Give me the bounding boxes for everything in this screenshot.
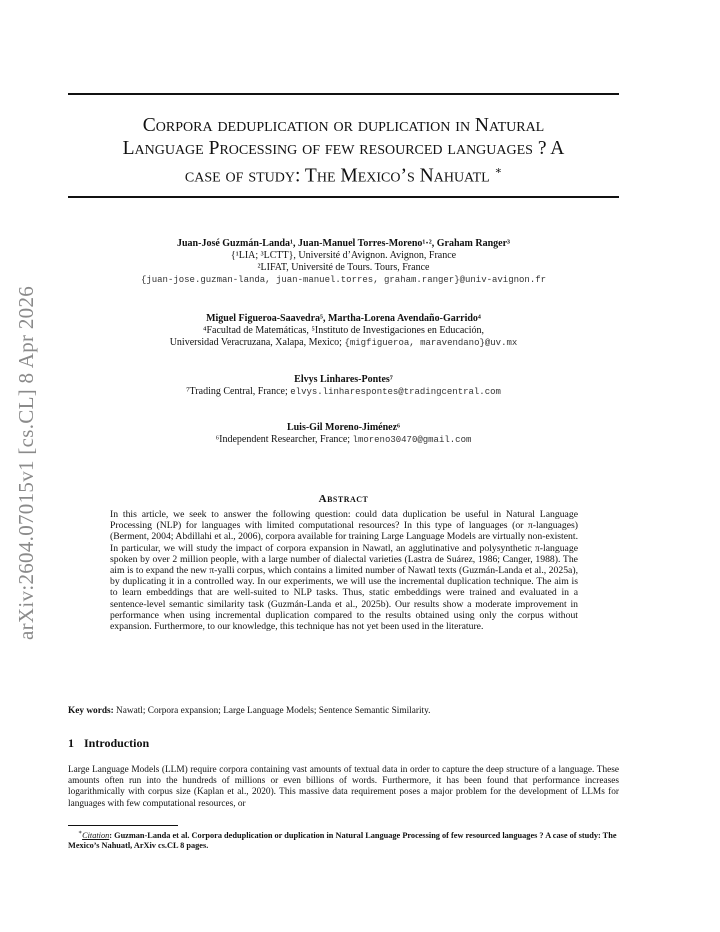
author-affiliation-3: ⁷Trading Central, France; elvys.linharespontes@tradingcentral.com <box>186 386 501 397</box>
paper-title <box>68 114 619 188</box>
author-block-1 <box>68 238 619 286</box>
title-line-2: Language Processing of few resourced languages ? A <box>122 138 565 159</box>
author-affiliation-1a: {¹LIA; ³LCTT}, Université d’Avignon. Avignon, France <box>230 250 457 261</box>
keywords <box>68 706 619 717</box>
author-names-2: Miguel Figueroa-Saavedra⁵, Martha-Lorena Avendaño-Garrido⁴ <box>206 313 481 324</box>
title-footnote-mark: ∗ <box>494 165 503 177</box>
author-email-2[interactable]: {migfigueroa, maravendano}@uv.mx <box>344 338 518 348</box>
title-line-1: Corpora deduplication or duplication in Natural <box>142 115 545 136</box>
author-email-3[interactable]: elvys.linharespontes@tradingcentral.com <box>290 387 501 397</box>
arxiv-sidebar <box>0 0 38 640</box>
footnote-rule <box>68 825 178 826</box>
footnote-text: : Guzman-Landa et al. Corpora deduplication or duplication in Natural Language Processing of few resourced languages ? A case of study: The Mexico’s Nahuatl, ArXiv cs.CL 8 pages. <box>68 830 617 850</box>
author-names-4: Luis-Gil Moreno-Jiménez⁶ <box>286 422 401 433</box>
author-affiliation-1b: ²LIFAT, Université de Tours. Tours, France <box>257 262 430 273</box>
author-names-3: Elvys Linhares-Pontes⁷ <box>294 374 393 385</box>
title-top-rule <box>68 93 619 95</box>
section-heading <box>68 736 149 751</box>
author-email-4[interactable]: lmoreno30470@gmail.com <box>352 435 472 445</box>
abstract-text: In this article, we seek to answer the following question: could data duplication be useful in Natural Language Processing (NLP) for languages with limited computational resources? In this type of languages (or π-languages) (Berment, 2004; Abdillahi et al., 2006), corpora available for training Large Language Models are virtually non-existent. In particular, we will study the impact of corpora expansion in Nawatl, an agglutinative and polysynthetic π-language spoken by over 2 million people, with a large number of dialectal varieties (Lastra de Suárez, 1986; Canger, 1988). The aim is to expand the new π-yalli corpus, which contains a limited number of Nawatl texts (Guzmán-Landa et al., 2025a), by duplicating it in a controlled way. In our experiments, we will use the incremental duplication technique. The aim is to learn embeddings that are well-suited to NLP tasks. Thus, static embeddings were trained and evaluated in a sentence-level semantic similarity task (Guzmán-Landa et al., 2025b). Our results show a moderate improvement in performance when using incremental duplication compared to the results obtained using only the corpus without expansion. Furthermore, to our knowledge, this technique has not yet been used in the literature. <box>110 509 578 633</box>
intro-paragraph: Large Language Models (LLM) require corpora containing vast amounts of textual data in order to capture the deep structure of a language. These amounts often run into the hundreds of millions or even billions of words. Furthermore, it has been found that performance increases logarithmically with corpus size (Kaplan et al., 2020). This massive data requirement poses a major problem for the development of LLMs for languages with few computational resources, or <box>68 765 619 809</box>
author-affiliation-2a: ⁴Facultad de Matemáticas, ⁵Instituto de Investigaciones en Educación, <box>202 325 485 336</box>
author-email-1[interactable]: {juan-jose.guzman-landa, juan-manuel.torres, graham.ranger}@univ-avignon.fr <box>140 275 547 285</box>
author-block-4 <box>68 422 619 446</box>
author-block-2 <box>68 313 619 349</box>
section-number: 1 <box>68 736 74 750</box>
author-affiliation-4: ⁶Independent Researcher, France; lmoreno30470@gmail.com <box>215 434 472 445</box>
author-block-3 <box>68 374 619 398</box>
arxiv-identifier: arXiv:2604.07015v1 [cs.CL] 8 Apr 2026 <box>14 285 38 640</box>
footnote <box>68 828 619 851</box>
keywords-label: Key words: <box>68 706 114 716</box>
author-names-1: Juan-José Guzmán-Landa¹, Juan-Manuel Torres-Moreno¹·², Graham Ranger³ <box>176 238 511 249</box>
abstract-heading: Abstract <box>318 493 369 505</box>
footnote-mark: ∗ <box>78 830 83 836</box>
section-title: Introduction <box>84 736 150 750</box>
author-affiliation-2b: Universidad Veracruzana, Xalapa, Mexico; {migfigueroa, maravendano}@uv.mx <box>169 337 518 348</box>
footnote-citation-label: Citation <box>82 830 110 840</box>
title-bottom-rule <box>68 196 619 198</box>
title-line-3: case of study: The Mexico’s Nahuatl ∗ <box>184 165 503 187</box>
keywords-text: Nawatl; Corpora expansion; Large Language Models; Sentence Semantic Similarity. <box>116 706 431 716</box>
